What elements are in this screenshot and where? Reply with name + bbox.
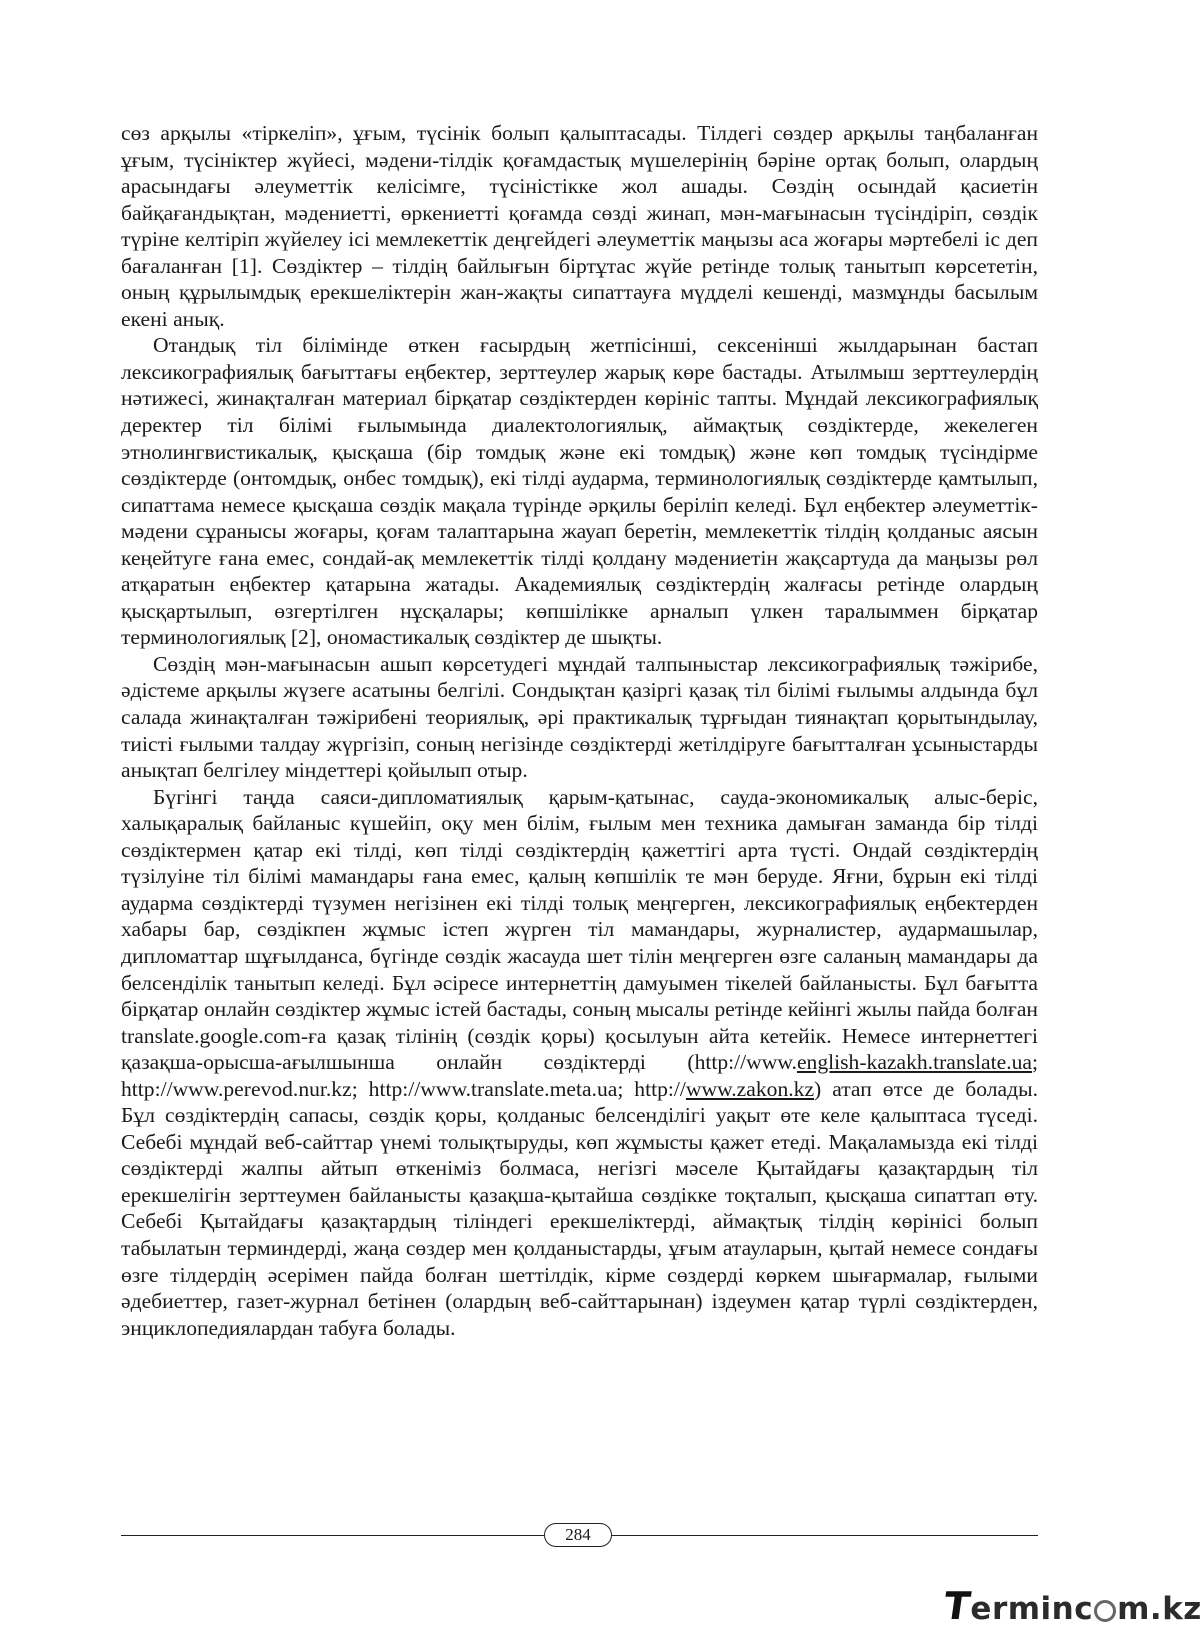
- page-number: 284: [544, 1523, 612, 1547]
- paragraph: [121, 120, 1038, 332]
- url-link[interactable]: www.zakon.kz: [685, 1076, 815, 1101]
- watermark-o-icon: [1094, 1600, 1116, 1622]
- watermark-t-mark: T: [940, 1584, 974, 1628]
- paragraph-text: ) атап өтсе де болады. Бұл сөздіктердің сапасы, сөздік қоры, қолданыс белсенділігі уақыт өте келе қалыптаса түседі. Себебі мұндай веб-сайттар үнемі толықтыруды, көп жұмысты қажет етеді. Мақаламызда екі тілді сөздіктерді жалпы айтып өткеніміз болмаса, негізгі мәселе Қытайдағы қазақтардың тіл ерекшелігін зерттеумен байланысты қазақша-қытайша сөздікке тоқталып, қысқаша сипаттап өту. Себебі Қытайдағы қазақтардың тіліндегі ерекшеліктерді, аймақтық тілдің көрінісі болып табылатын терминдерді, жаңа сөздер мен қолданыстарды, ұғым атауларын, қытай немесе сондағы өзге тілдердің әсерімен пайда болған шеттілдік, кірме сөздерді көркем шығармалар, ғылыми әдебиеттер, газет-журнал бетінен (олардың веб-сайттарынан) іздеумен қатар түрлі сөздіктерден, энциклопедиялардан табуға болады.: [121, 1076, 1038, 1340]
- paragraph: [121, 332, 1038, 651]
- paragraph: [121, 651, 1038, 784]
- paragraph: [121, 784, 1038, 1341]
- url-link[interactable]: english-kazakh.translate.ua: [796, 1050, 1032, 1075]
- paragraph-text: Сөздің мән-мағынасын ашып көрсетудегі мұндай талпыныстар лексикографиялық тәжірибе, әдістеме арқылы жүзеге асатыны белгілі. Сондықтан қазіргі қазақ тіл білімі ғылымы алдында бұл салада жинақталған тәжірибені теориялық, әрі практикалық тұрғыдан тиянақтап қорытындылау, тиісті ғылыми талдау жүргізіп, соның негізінде сөздіктерді жетілдіруге бағытталған ұсыныстарды анықтап белгілеу міндеттері қойылып отыр.: [121, 651, 1038, 783]
- watermark-text-2: m.kz: [1117, 1591, 1202, 1627]
- paragraph-text: сөз арқылы «тіркеліп», ұғым, түсінік болып қалыптасады. Тілдегі сөздер арқылы таңбаланған ұғым, түсініктер жүйесі, мәдени-тілдік қоғамдастық мүшелерінің бәріне ортақ болып, олардың арасындағы әлеуметтік келісімге, түсіністікке жол ашады. Сөздің осындай қасиетін байқағандықтан, мәдениетті, өркениетті қоғамда сөзді жинап, мән-мағынасын түсіндіріп, сөздік түріне келтіріп жүйелеу ісі мемлекеттік деңгейдегі әлеуметтік маңызы аса жоғары мәртебелі іс деп бағаланған [1]. Сөздіктер – тілдің байлығын біртұтас жүйе ретінде толық танытып көрсететін, оның құрылымдық ерекшеліктерін жан-жақты сипаттауға мүдделі кешенді, мазмұнды басылым екені анық.: [121, 121, 1038, 331]
- paragraph-text: Бүгінгі таңда саяси-дипломатиялық қарым-қатынас, сауда-экономикалық алыс-беріс, халықаралық байланыс күшейіп, оқу мен білім, ғылым мен техника дамыған заманда бір тілді сөздіктермен қатар екі тілді, көп тілді сөздіктердің қажеттігі арта түсті. Ондай сөздіктердің түзілуіне тіл білімі мамандары ғана емес, қалың көпшілік те мән беруде. Яғни, бұрын екі тілді аударма сөздіктерді түзумен негізінен екі тілді толық меңгерген, лексикографиялық еңбектерден хабары бар, сөздікпен жұмыс істеп жүрген тіл мамандары, журналистер, аудармашылар, дипломаттар шұғылданса, бүгінде сөздік жасауда шет тілін меңгерген өзге саланың мамандары да белсенділік танытып келеді. Бұл әсіресе интернеттің дамуымен тікелей байланысты. Бұл бағытта бірқатар онлайн сөздіктер жұмыс істей бастады, соның мысалы ретінде кейінгі жылы пайда болған translate.google.com-ға қазақ тілінің (сөздік қоры) қосылуын айта кетейік. Немесе интернеттегі қазақша-орысша-ағылшынша онлайн сөздіктерді (http://www.: [121, 784, 1038, 1075]
- paragraph-text: ; http://www.perevod.nur.kz; http://www.translate.meta.ua; http://: [121, 1050, 1038, 1101]
- watermark-logo: [940, 1584, 1202, 1628]
- paragraph-text: Отандық тіл білімінде өткен ғасырдың жетпісінші, сексенінші жылдарынан бастап лексикографиялық бағыттағы еңбектер, зерттеулер жарық көре бастады. Атылмыш зерттеулердің нәтижесі, жинақталған материал бірқатар сөздіктерден көрініс тапты. Мұндай лексикографиялық деректер тіл білімі ғылымында диалектологиялық, аймақтық сөздіктерде, жекелеген этнолингвистикалық, қысқаша (бір томдық және екі томдық) және көп томдық түсіндірме сөздіктерде (онтомдық, онбес томдық), екі тілді аударма, терминологиялық сөздіктерде қамтылып, сипаттама немесе қысқаша сөздік мақала түрінде әрқилы беріліп келеді. Бұл еңбектер әлеуметтік-мәдени сұранысы жоғары, қоғам талаптарына жауап беретін, мемлекеттік тілдің қолданыс аясын кеңейтуге ғана емес, сондай-ақ мемлекеттік тілді қолдану мәдениетін жақсартуда да маңызы рөл атқаратын еңбектер қатарына жатады. Академиялық сөздіктердің жалғасы ретінде олардың қысқартылып, өзгертілген нұсқалары; көпшілікке арналып үлкен таралыммен бірқатар терминологиялық [2], ономастикалық сөздіктер де шықты.: [121, 333, 1038, 650]
- body-text: [121, 120, 1038, 1341]
- footer-rule-right: [612, 1535, 1038, 1536]
- watermark-text-1: erminc: [970, 1591, 1094, 1627]
- footer-rule-left: [121, 1535, 544, 1536]
